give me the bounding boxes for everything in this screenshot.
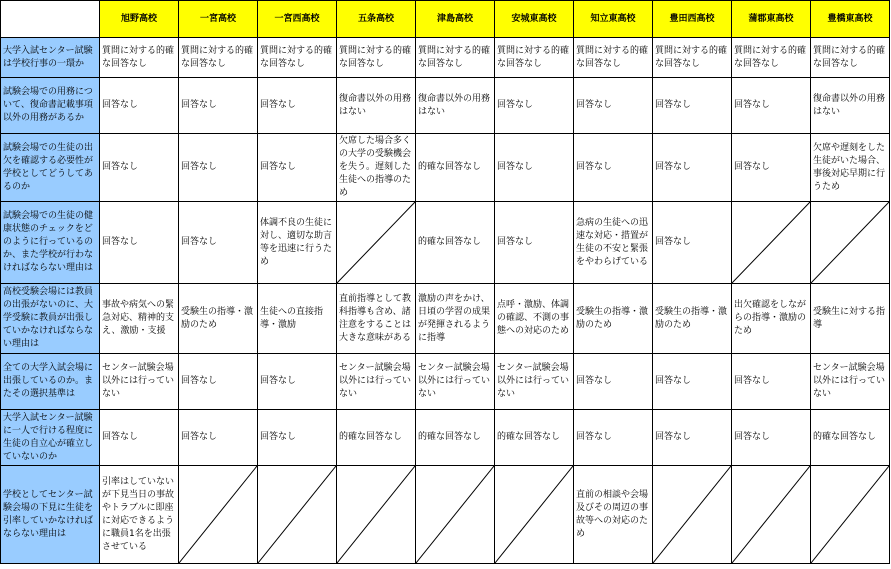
answer-cell: 引率はしていないが下見当日の事故やトラブルに即座に対応できるように職員1名を出張させている bbox=[100, 466, 179, 564]
corner-cell bbox=[1, 1, 100, 38]
question-cell: 試験会場での生徒の出欠を確認する必要性が学校としてどうしてあるのか bbox=[1, 134, 100, 202]
answer-cell: 直前指導として教科指導も含め、諸注意をすることは大きな意味がある bbox=[337, 284, 416, 354]
answer-cell: 復命書以外の用務はない bbox=[811, 78, 890, 134]
answer-cell: 点呼・激励、体調の確認、不測の事態への対応のため bbox=[495, 284, 574, 354]
answer-cell: 受験生の指導・激励のため bbox=[574, 284, 653, 354]
answer-cell: 復命書以外の用務はない bbox=[337, 78, 416, 134]
answer-cell: 回答なし bbox=[495, 134, 574, 202]
answer-cell: 回答なし bbox=[179, 410, 258, 466]
school-header: 豊橋東高校 bbox=[811, 1, 890, 38]
question-cell: 学校としてセンター試験会場の下見に生徒を引率していかなければならない理由は bbox=[1, 466, 100, 564]
table-row bbox=[1, 284, 890, 354]
answer-cell: 欠席した場合多くの大学の受験機会を失う。遅刻した生徒への指導のため bbox=[337, 134, 416, 202]
school-header: 一宮高校 bbox=[179, 1, 258, 38]
school-header: 一宮西高校 bbox=[258, 1, 337, 38]
empty-slash-cell bbox=[811, 202, 890, 284]
answer-cell: 質問に対する的確な回答なし bbox=[495, 38, 574, 78]
answer-cell: 欠席や遅刻をした生徒がいた場合、事後対応早期に行うため bbox=[811, 134, 890, 202]
table-row bbox=[1, 466, 890, 564]
answer-cell: 回答なし bbox=[258, 410, 337, 466]
answer-cell: 回答なし bbox=[653, 354, 732, 410]
answer-cell: 回答なし bbox=[100, 202, 179, 284]
question-cell: 大学入試センター試験は学校行事の一環か bbox=[1, 38, 100, 78]
answer-cell: 回答なし bbox=[100, 134, 179, 202]
answer-cell: 生徒への直接指導・激励 bbox=[258, 284, 337, 354]
table-row bbox=[1, 78, 890, 134]
empty-slash-cell bbox=[337, 466, 416, 564]
answer-cell: 質問に対する的確な回答なし bbox=[337, 38, 416, 78]
answer-cell: 回答なし bbox=[100, 410, 179, 466]
school-header: 五条高校 bbox=[337, 1, 416, 38]
empty-slash-cell bbox=[179, 466, 258, 564]
answer-cell: センター試験会場以外には行っていない bbox=[100, 354, 179, 410]
empty-slash-cell bbox=[258, 466, 337, 564]
answer-cell: 回答なし bbox=[179, 134, 258, 202]
answer-cell: 的確な回答なし bbox=[416, 410, 495, 466]
table-row bbox=[1, 134, 890, 202]
empty-slash-cell bbox=[732, 466, 811, 564]
answer-cell: 回答なし bbox=[653, 202, 732, 284]
answer-cell: センター試験会場以外には行っていない bbox=[811, 354, 890, 410]
answer-cell: 的確な回答なし bbox=[337, 410, 416, 466]
answer-cell: 質問に対する的確な回答なし bbox=[100, 38, 179, 78]
school-header: 知立東高校 bbox=[574, 1, 653, 38]
answer-cell: 回答なし bbox=[732, 134, 811, 202]
empty-slash-cell bbox=[653, 466, 732, 564]
answer-cell: 質問に対する的確な回答なし bbox=[416, 38, 495, 78]
answer-cell: 復命書以外の用務はない bbox=[416, 78, 495, 134]
answer-cell: 質問に対する的確な回答なし bbox=[179, 38, 258, 78]
table-row bbox=[1, 202, 890, 284]
school-header: 蒲郡東高校 bbox=[732, 1, 811, 38]
answer-cell: 回答なし bbox=[653, 410, 732, 466]
empty-slash-cell bbox=[732, 202, 811, 284]
empty-slash-cell bbox=[337, 202, 416, 284]
answer-cell: 回答なし bbox=[732, 78, 811, 134]
school-header: 旭野高校 bbox=[100, 1, 179, 38]
answer-cell: 的確な回答なし bbox=[811, 410, 890, 466]
answer-cell: センター試験会場以外には行っていない bbox=[495, 354, 574, 410]
answer-cell: 質問に対する的確な回答なし bbox=[653, 38, 732, 78]
empty-slash-cell bbox=[495, 466, 574, 564]
empty-slash-cell bbox=[811, 466, 890, 564]
answer-cell: 回答なし bbox=[495, 202, 574, 284]
answer-cell: 出欠確認をしながらの指導・激励のため bbox=[732, 284, 811, 354]
answer-cell: 回答なし bbox=[258, 354, 337, 410]
school-header: 津島高校 bbox=[416, 1, 495, 38]
answer-cell: 回答なし bbox=[179, 78, 258, 134]
question-cell: 試験会場での用務について、復命書記載事項以外の用務があるか bbox=[1, 78, 100, 134]
answer-cell: 体調不良の生徒に対し、適切な助言等を迅速に行うため bbox=[258, 202, 337, 284]
answer-cell: 質問に対する的確な回答なし bbox=[258, 38, 337, 78]
answer-cell: 受験生の指導・激励のため bbox=[653, 284, 732, 354]
question-cell: 試験会場での生徒の健康状態のチェックをどのように行っているのか、また学校が行わなければならない理由は bbox=[1, 202, 100, 284]
answer-cell: 回答なし bbox=[653, 134, 732, 202]
header-row bbox=[1, 1, 890, 38]
answer-cell: 回答なし bbox=[732, 354, 811, 410]
school-header: 安城東高校 bbox=[495, 1, 574, 38]
question-cell: 高校受験会場には教員の出張がないのに、大学受験に教員が出張していかなければならない理由は bbox=[1, 284, 100, 354]
answer-cell: 質問に対する的確な回答なし bbox=[732, 38, 811, 78]
answer-cell: 回答なし bbox=[574, 410, 653, 466]
empty-slash-cell bbox=[416, 466, 495, 564]
answer-cell: 回答なし bbox=[574, 134, 653, 202]
answer-cell: 回答なし bbox=[732, 410, 811, 466]
question-cell: 全ての大学入試会場に出張しているのか。またその選択基準は bbox=[1, 354, 100, 410]
answer-cell: 直前の相談や会場及びその周辺の事故等への対応のため bbox=[574, 466, 653, 564]
answer-cell: 回答なし bbox=[179, 202, 258, 284]
answer-cell: 的確な回答なし bbox=[416, 134, 495, 202]
answer-cell: 受験生に対する指導 bbox=[811, 284, 890, 354]
answer-cell: 質問に対する的確な回答なし bbox=[811, 38, 890, 78]
answer-cell: 回答なし bbox=[100, 78, 179, 134]
answer-cell: 回答なし bbox=[574, 78, 653, 134]
school-header: 豊田西高校 bbox=[653, 1, 732, 38]
answer-cell: 回答なし bbox=[258, 78, 337, 134]
answer-cell: 回答なし bbox=[574, 354, 653, 410]
answer-cell: 的確な回答なし bbox=[416, 202, 495, 284]
answer-cell: 質問に対する的確な回答なし bbox=[574, 38, 653, 78]
answer-cell: 回答なし bbox=[179, 354, 258, 410]
answer-cell: 回答なし bbox=[495, 78, 574, 134]
answer-cell: 事故や病気への緊急対応、精神的支え、激励・支援 bbox=[100, 284, 179, 354]
answer-cell: 回答なし bbox=[258, 134, 337, 202]
question-cell: 大学入試センター試験に一人で行ける程度に生徒の自立心が確立していないのか bbox=[1, 410, 100, 466]
answer-cell: 回答なし bbox=[653, 78, 732, 134]
answer-cell: 急病の生徒への迅速な対応・措置が生徒の不安と緊張をやわらげている bbox=[574, 202, 653, 284]
answer-cell: センター試験会場以外には行っていない bbox=[416, 354, 495, 410]
answer-cell: 受験生の指導・激励のため bbox=[179, 284, 258, 354]
answer-cell: 激励の声をかけ、日頃の学習の成果が発揮されるように指導 bbox=[416, 284, 495, 354]
answer-cell: センター試験会場以外には行っていない bbox=[337, 354, 416, 410]
answer-cell: 的確な回答なし bbox=[495, 410, 574, 466]
table-row bbox=[1, 410, 890, 466]
table-row bbox=[1, 38, 890, 78]
table-row bbox=[1, 354, 890, 410]
